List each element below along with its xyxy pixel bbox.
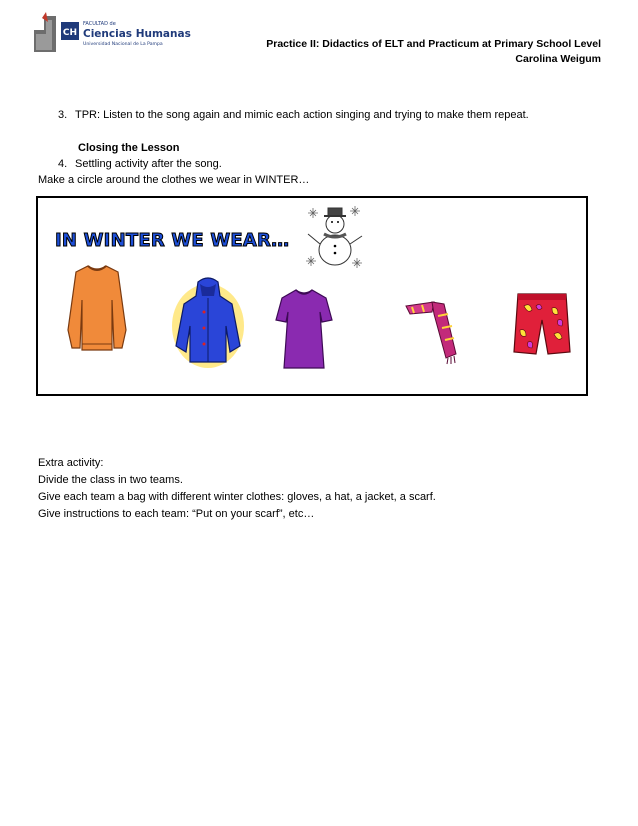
sweater-picture <box>66 260 128 355</box>
extra-line: Divide the class in two teams. <box>38 474 183 486</box>
list-text: TPR: Listen to the song again and mimic each action singing and trying to make them repeat. <box>75 109 529 121</box>
winter-clothes-activity-box <box>36 196 588 396</box>
closing-heading: Closing the Lesson <box>78 142 180 154</box>
document-header <box>266 37 601 67</box>
svg-text:Ciencias Humanas: Ciencias Humanas <box>83 28 191 40</box>
extra-heading: Extra activity: <box>38 457 104 469</box>
university-logo <box>32 12 197 54</box>
course-title: Practice II: Didactics of ELT and Practicum at Primary School Level <box>266 38 601 50</box>
svg-text:Universidad Nacional de La Pam: Universidad Nacional de La Pampa <box>83 42 163 47</box>
scarf-picture <box>402 298 462 368</box>
activity-instruction: Make a circle around the clothes we wear in WINTER… <box>38 174 310 186</box>
activity-title: IN WINTER WE WEAR… <box>55 230 290 251</box>
list-number: 3. <box>58 109 68 121</box>
coat-picture <box>170 276 246 371</box>
dress-picture <box>274 286 334 371</box>
shorts-picture <box>512 290 572 362</box>
author-name: Carolina Weigum <box>515 53 601 65</box>
snowman-picture <box>304 204 366 272</box>
extra-line: Give each team a bag with different winter clothes: gloves, a hat, a jacket, a scarf. <box>38 491 436 503</box>
list-number: 4. <box>58 158 68 170</box>
list-item-4 <box>58 158 222 170</box>
list-item-3 <box>58 109 529 121</box>
extra-activity <box>38 455 436 523</box>
extra-line: Give instructions to each team: “Put on your scarf”, etc… <box>38 508 315 520</box>
svg-text:CH: CH <box>62 28 78 38</box>
svg-text:FACULTAD de: FACULTAD de <box>83 21 116 27</box>
list-text: Settling activity after the song. <box>75 158 222 170</box>
